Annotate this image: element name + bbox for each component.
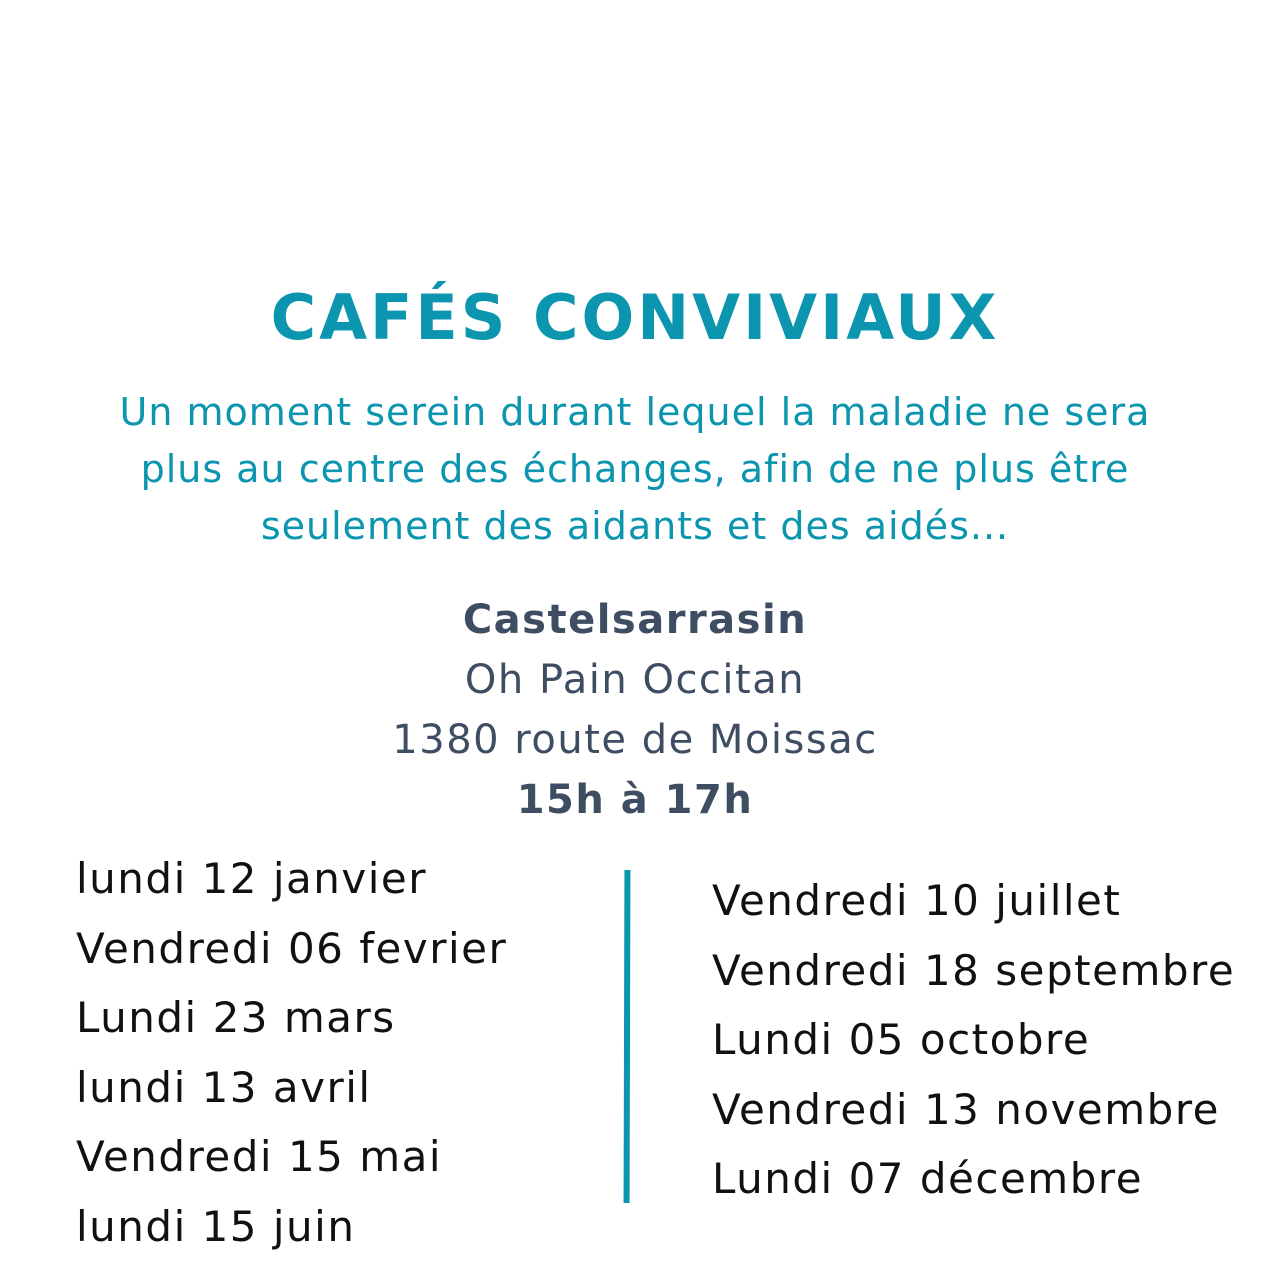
description-line: seulement des aidants et des aidés... [260,504,1010,548]
date-item: lundi 15 juin [76,1201,356,1251]
date-item: Vendredi 13 novembre [712,1084,1221,1134]
date-item: Lundi 05 octobre [712,1015,1091,1064]
date-item: Lundi 23 mars [76,993,396,1042]
venue-address: 1380 route de Moissac [392,717,878,763]
page-title: CAFÉS CONVIVIAUX [270,281,1000,354]
description [20,384,1250,555]
date-item: lundi 13 avril [76,1062,372,1112]
dates-list-first-half [76,844,507,1261]
description-line: Un moment serein durant lequel la maladie ne sera [119,390,1151,434]
dates-list-second-half [712,866,1235,1214]
date-item: Vendredi 15 mai [76,1132,443,1181]
description-line: plus au centre des échanges, afin de ne plus être [140,447,1130,491]
column-divider [624,870,631,1203]
date-item: Lundi 07 décembre [712,1154,1144,1203]
venue-hours: 15h à 17h [516,777,754,823]
venue-place: Oh Pain Occitan [464,657,806,703]
date-item: lundi 12 janvier [76,854,428,903]
venue-city: Castelsarrasin [462,597,808,643]
venue-info [0,590,1270,830]
date-item: Vendredi 06 fevrier [76,923,508,973]
date-item: Vendredi 10 juillet [712,876,1122,925]
date-item: Vendredi 18 septembre [712,945,1236,995]
